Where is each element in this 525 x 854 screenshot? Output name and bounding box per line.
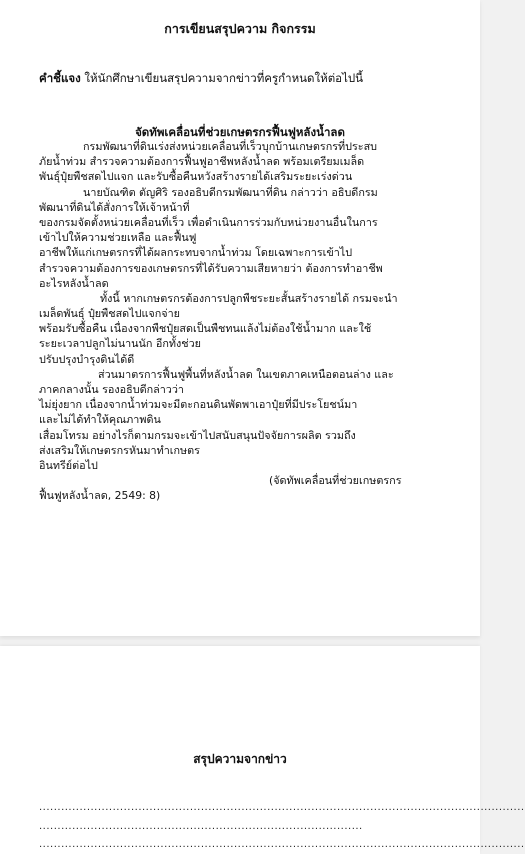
article-line: พัฒนาที่ดินได้สั่งการให้เจ้าหน้าที่ [39, 200, 190, 214]
article-line: อินทรีย์ต่อไป [39, 458, 98, 472]
article-line: ระยะเวลาปลูกไม่นานนัก อีกทั้งช่วย [39, 337, 202, 351]
answer-dotted-line: .................................................................................................................................... [39, 802, 525, 813]
answer-dotted-line: ........................................................................................ [39, 821, 363, 832]
article-line: ภาคกลางนั้น รองอธิบดีกล่าวว่า [39, 383, 184, 396]
article-line: ปรับปรุงบำรุงดินได้ดี [39, 352, 135, 366]
article-line: เสื่อมโทรม อย่างไรก็ตามกรมจะเข้าไปสนับสนุนปัจจัยการผลิต รวมถึง [39, 428, 356, 442]
article-line: ทั้งนี้ หากเกษตรกรต้องการปลูกพืชระยะสั้นสร้างรายได้ กรมจะนำ [100, 291, 398, 305]
instruction-line [39, 70, 459, 88]
answer-dotted-line: .................................................................................................................................... [39, 839, 525, 850]
article-line: ส่งเสริมให้เกษตรกรหันมาทำเกษตร [39, 443, 200, 457]
article-line: และไม่ได้ทำให้คุณภาพดิน [39, 413, 161, 427]
document-page-2 [0, 646, 525, 854]
article-line: อะไรหลังน้ำลด [39, 276, 109, 290]
instruction-text: ให้นักศึกษาเขียนสรุปความจากข่าวที่ครูกำหนดให้ต่อไปนี้ [80, 71, 364, 85]
news-headline: จัดทัพเคลื่อนที่ช่วยเกษตรกรฟื้นฟูหลังน้ำลด [135, 125, 345, 139]
document-title: การเขียนสรุปความ กิจกรรม [164, 21, 316, 36]
article-line: กรมพัฒนาที่ดินเร่งส่งหน่วยเคลื่อนที่เร็วบุกบ้านเกษตรกรที่ประสบ [83, 140, 378, 153]
article-line: พร้อมรับซื้อคืน เนื่องจากพืชปุ๋ยสดเป็นพืชทนแล้งไม่ต้องใช้น้ำมาก และใช้ [39, 322, 372, 336]
article-line: นายบัณฑิต ตัญศิริ รองอธิบดีกรมพัฒนาที่ดิน กล่าวว่า อธิบดีกรม [83, 185, 378, 199]
article-citation: ฟื้นฟูหลังน้ำลด, 2549: 8) [39, 489, 161, 503]
summary-title: สรุปความจากข่าว [193, 752, 287, 766]
article-line: ไม่ยุ่งยาก เนื่องจากน้ำท่วมจะมีตะกอนดินพัดพาเอาปุ๋ยที่มีประโยชน์มา [39, 398, 358, 412]
article-line: อาชีพให้แก่เกษตรกรที่ได้ผลกระทบจากน้ำท่วม โดยเฉพาะการเข้าไป [39, 246, 353, 260]
article-line: ของกรมจัดตั้งหน่วยเคลื่อนที่เร็ว เพื่อดำเนินการร่วมกับหน่วยงานอื่นในการ [39, 215, 378, 229]
article-citation: (จัดทัพเคลื่อนที่ช่วยเกษตรกร [269, 474, 402, 488]
article-line: เข้าไปให้ความช่วยเหลือ และฟื้นฟู [39, 231, 197, 245]
instruction-label: คำชี้แจง [39, 71, 81, 85]
article-line: สำรวจความต้องการของเกษตรกรที่ได้รับความเสียหายว่า ต้องการทำอาชีพ [39, 261, 383, 275]
article-line: พันธุ์ปุ๋ยพืชสดไปแจก และรับซื้อคืนหวังสร้างรายได้เสริมระยะเร่งด่วน [39, 170, 353, 184]
news-article-body [39, 139, 449, 504]
article-line: เมล็ดพันธุ์ ปุ๋ยพืชสดไปแจกจ่าย [39, 307, 181, 321]
article-line: ภัยน้ำท่วม สำรวจความต้องการฟื้นฟูอาชีพหลังน้ำลด พร้อมเตรียมเมล็ด [39, 155, 365, 169]
article-line: ส่วนมาตรการฟื้นฟูพื้นที่หลังน้ำลด ในเขตภาคเหนือตอนล่าง และ [98, 367, 394, 381]
